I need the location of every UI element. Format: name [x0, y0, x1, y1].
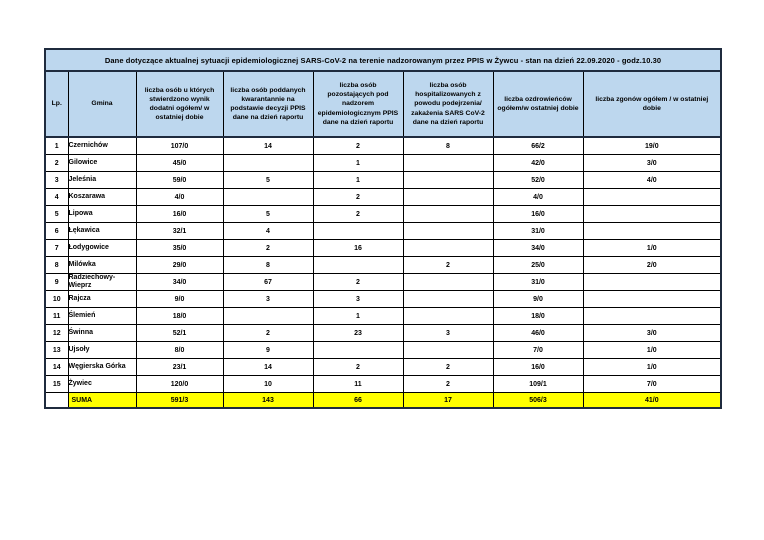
- cell-positive: 32/1: [136, 223, 223, 240]
- cell-gmina: Żywiec: [68, 376, 136, 393]
- cell-positive: 23/1: [136, 359, 223, 376]
- cell-hospitalized: 3: [403, 325, 493, 342]
- column-header-deaths: liczba zgonów ogółem / w ostatniej dobie: [583, 71, 721, 137]
- suma-empty-cell: [45, 393, 68, 409]
- cell-supervision: 1: [313, 155, 403, 172]
- cell-gmina: Koszarawa: [68, 189, 136, 206]
- suma-quarantine: 143: [223, 393, 313, 409]
- cell-hospitalized: [403, 308, 493, 325]
- cell-gmina: Ślemień: [68, 308, 136, 325]
- column-header-lp: Lp.: [45, 71, 68, 137]
- cell-positive: 34/0: [136, 274, 223, 291]
- cell-deaths: [583, 223, 721, 240]
- cell-quarantine: 2: [223, 325, 313, 342]
- cell-quarantine: 5: [223, 172, 313, 189]
- cell-deaths: 3/0: [583, 325, 721, 342]
- cell-recovered: 16/0: [493, 206, 583, 223]
- cell-deaths: 1/0: [583, 359, 721, 376]
- cell-quarantine: 67: [223, 274, 313, 291]
- cell-quarantine: 8: [223, 257, 313, 274]
- cell-hospitalized: 8: [403, 137, 493, 155]
- cell-lp: 6: [45, 223, 68, 240]
- cell-hospitalized: [403, 342, 493, 359]
- column-header-supervision: liczba osób pozostających pod nadzorem epidemiologicznym PPIS dane na dzień raportu: [313, 71, 403, 137]
- cell-positive: 120/0: [136, 376, 223, 393]
- cell-positive: 9/0: [136, 291, 223, 308]
- suma-supervision: 66: [313, 393, 403, 409]
- cell-gmina: Jeleśnia: [68, 172, 136, 189]
- cell-recovered: 9/0: [493, 291, 583, 308]
- cell-supervision: 2: [313, 189, 403, 206]
- cell-recovered: 52/0: [493, 172, 583, 189]
- cell-quarantine: 3: [223, 291, 313, 308]
- cell-lp: 3: [45, 172, 68, 189]
- table-row: [45, 376, 721, 393]
- cell-lp: 5: [45, 206, 68, 223]
- cell-hospitalized: [403, 189, 493, 206]
- cell-deaths: [583, 274, 721, 291]
- cell-recovered: 31/0: [493, 223, 583, 240]
- cell-hospitalized: [403, 240, 493, 257]
- table-row: [45, 325, 721, 342]
- cell-lp: 7: [45, 240, 68, 257]
- suma-label: SUMA: [68, 393, 136, 409]
- cell-supervision: 11: [313, 376, 403, 393]
- suma-row: [45, 393, 721, 409]
- table-row: [45, 257, 721, 274]
- cell-lp: 1: [45, 137, 68, 155]
- cell-supervision: 23: [313, 325, 403, 342]
- cell-lp: 9: [45, 274, 68, 291]
- cell-quarantine: 10: [223, 376, 313, 393]
- cell-deaths: 1/0: [583, 240, 721, 257]
- cell-quarantine: [223, 189, 313, 206]
- cell-gmina: Lipowa: [68, 206, 136, 223]
- cell-positive: 4/0: [136, 189, 223, 206]
- cell-quarantine: [223, 155, 313, 172]
- cell-hospitalized: 2: [403, 257, 493, 274]
- cell-positive: 59/0: [136, 172, 223, 189]
- cell-positive: 16/0: [136, 206, 223, 223]
- cell-deaths: 19/0: [583, 137, 721, 155]
- cell-deaths: 7/0: [583, 376, 721, 393]
- suma-hospitalized: 17: [403, 393, 493, 409]
- cell-recovered: 109/1: [493, 376, 583, 393]
- suma-positive: 591/3: [136, 393, 223, 409]
- cell-gmina: Ujsoły: [68, 342, 136, 359]
- table-row: [45, 342, 721, 359]
- cell-positive: 52/1: [136, 325, 223, 342]
- table-row: [45, 240, 721, 257]
- cell-gmina: Świnna: [68, 325, 136, 342]
- cell-recovered: 16/0: [493, 359, 583, 376]
- cell-hospitalized: 2: [403, 376, 493, 393]
- cell-lp: 11: [45, 308, 68, 325]
- header-row: [45, 71, 721, 137]
- suma-deaths: 41/0: [583, 393, 721, 409]
- table-row: [45, 172, 721, 189]
- column-header-positive: liczba osób u których stwierdzono wynik dodatni ogółem/ w ostatniej dobie: [136, 71, 223, 137]
- cell-quarantine: 2: [223, 240, 313, 257]
- cell-lp: 8: [45, 257, 68, 274]
- cell-lp: 14: [45, 359, 68, 376]
- cell-quarantine: 4: [223, 223, 313, 240]
- cell-supervision: 1: [313, 308, 403, 325]
- column-header-hospitalized: liczba osób hospitalizowanych z powodu podejrzenia/ zakażenia SARS CoV-2 dane na dzień raportu: [403, 71, 493, 137]
- cell-supervision: 3: [313, 291, 403, 308]
- cell-positive: 35/0: [136, 240, 223, 257]
- cell-lp: 12: [45, 325, 68, 342]
- table-row: [45, 223, 721, 240]
- cell-supervision: 1: [313, 172, 403, 189]
- cell-hospitalized: [403, 155, 493, 172]
- cell-recovered: 25/0: [493, 257, 583, 274]
- cell-quarantine: 14: [223, 137, 313, 155]
- table-row: [45, 308, 721, 325]
- cell-recovered: 34/0: [493, 240, 583, 257]
- cell-hospitalized: [403, 206, 493, 223]
- cell-recovered: 4/0: [493, 189, 583, 206]
- cell-lp: 13: [45, 342, 68, 359]
- cell-supervision: [313, 223, 403, 240]
- cell-gmina: Łodygowice: [68, 240, 136, 257]
- covid-report-table: [44, 48, 722, 409]
- column-header-quarantine: liczba osób poddanych kwarantannie na podstawie decyzji PPIS dane na dzień raportu: [223, 71, 313, 137]
- cell-positive: 29/0: [136, 257, 223, 274]
- table-row: [45, 359, 721, 376]
- cell-deaths: [583, 291, 721, 308]
- cell-hospitalized: [403, 172, 493, 189]
- cell-lp: 2: [45, 155, 68, 172]
- cell-deaths: 1/0: [583, 342, 721, 359]
- cell-gmina: Węgierska Górka: [68, 359, 136, 376]
- cell-recovered: 66/2: [493, 137, 583, 155]
- cell-supervision: 2: [313, 359, 403, 376]
- cell-quarantine: 14: [223, 359, 313, 376]
- cell-lp: 10: [45, 291, 68, 308]
- cell-supervision: [313, 342, 403, 359]
- cell-positive: 18/0: [136, 308, 223, 325]
- table-row: [45, 189, 721, 206]
- cell-lp: 15: [45, 376, 68, 393]
- cell-gmina: Rajcza: [68, 291, 136, 308]
- cell-supervision: 16: [313, 240, 403, 257]
- table-row: [45, 206, 721, 223]
- cell-supervision: 2: [313, 137, 403, 155]
- suma-recovered: 506/3: [493, 393, 583, 409]
- table-row: [45, 137, 721, 155]
- cell-deaths: [583, 189, 721, 206]
- cell-gmina: Łękawica: [68, 223, 136, 240]
- cell-gmina: Czernichów: [68, 137, 136, 155]
- cell-deaths: 3/0: [583, 155, 721, 172]
- cell-hospitalized: 2: [403, 359, 493, 376]
- cell-positive: 8/0: [136, 342, 223, 359]
- cell-lp: 4: [45, 189, 68, 206]
- cell-quarantine: [223, 308, 313, 325]
- cell-recovered: 46/0: [493, 325, 583, 342]
- cell-recovered: 7/0: [493, 342, 583, 359]
- cell-supervision: 2: [313, 206, 403, 223]
- table-row: [45, 274, 721, 291]
- cell-quarantine: 9: [223, 342, 313, 359]
- title-row: [45, 49, 721, 71]
- cell-hospitalized: [403, 223, 493, 240]
- cell-quarantine: 5: [223, 206, 313, 223]
- column-header-gmina: Gmina: [68, 71, 136, 137]
- cell-positive: 107/0: [136, 137, 223, 155]
- cell-deaths: 2/0: [583, 257, 721, 274]
- cell-gmina: Radziechowy-Wieprz: [68, 274, 136, 291]
- table-row: [45, 291, 721, 308]
- cell-deaths: [583, 308, 721, 325]
- cell-supervision: 2: [313, 274, 403, 291]
- cell-gmina: Milówka: [68, 257, 136, 274]
- column-header-recovered: liczba ozdrowieńców ogółem/w ostatniej dobie: [493, 71, 583, 137]
- cell-hospitalized: [403, 274, 493, 291]
- cell-supervision: [313, 257, 403, 274]
- cell-recovered: 42/0: [493, 155, 583, 172]
- cell-recovered: 31/0: [493, 274, 583, 291]
- cell-deaths: [583, 206, 721, 223]
- cell-hospitalized: [403, 291, 493, 308]
- cell-gmina: Gilowice: [68, 155, 136, 172]
- cell-recovered: 18/0: [493, 308, 583, 325]
- cell-positive: 45/0: [136, 155, 223, 172]
- table-row: [45, 155, 721, 172]
- cell-deaths: 4/0: [583, 172, 721, 189]
- report-title: Dane dotyczące aktualnej sytuacji epidemiologicznej SARS-CoV-2 na terenie nadzorowanym przez PPIS w Żywcu - stan na dzień 22.09.2020 - godz.10.30: [45, 49, 721, 71]
